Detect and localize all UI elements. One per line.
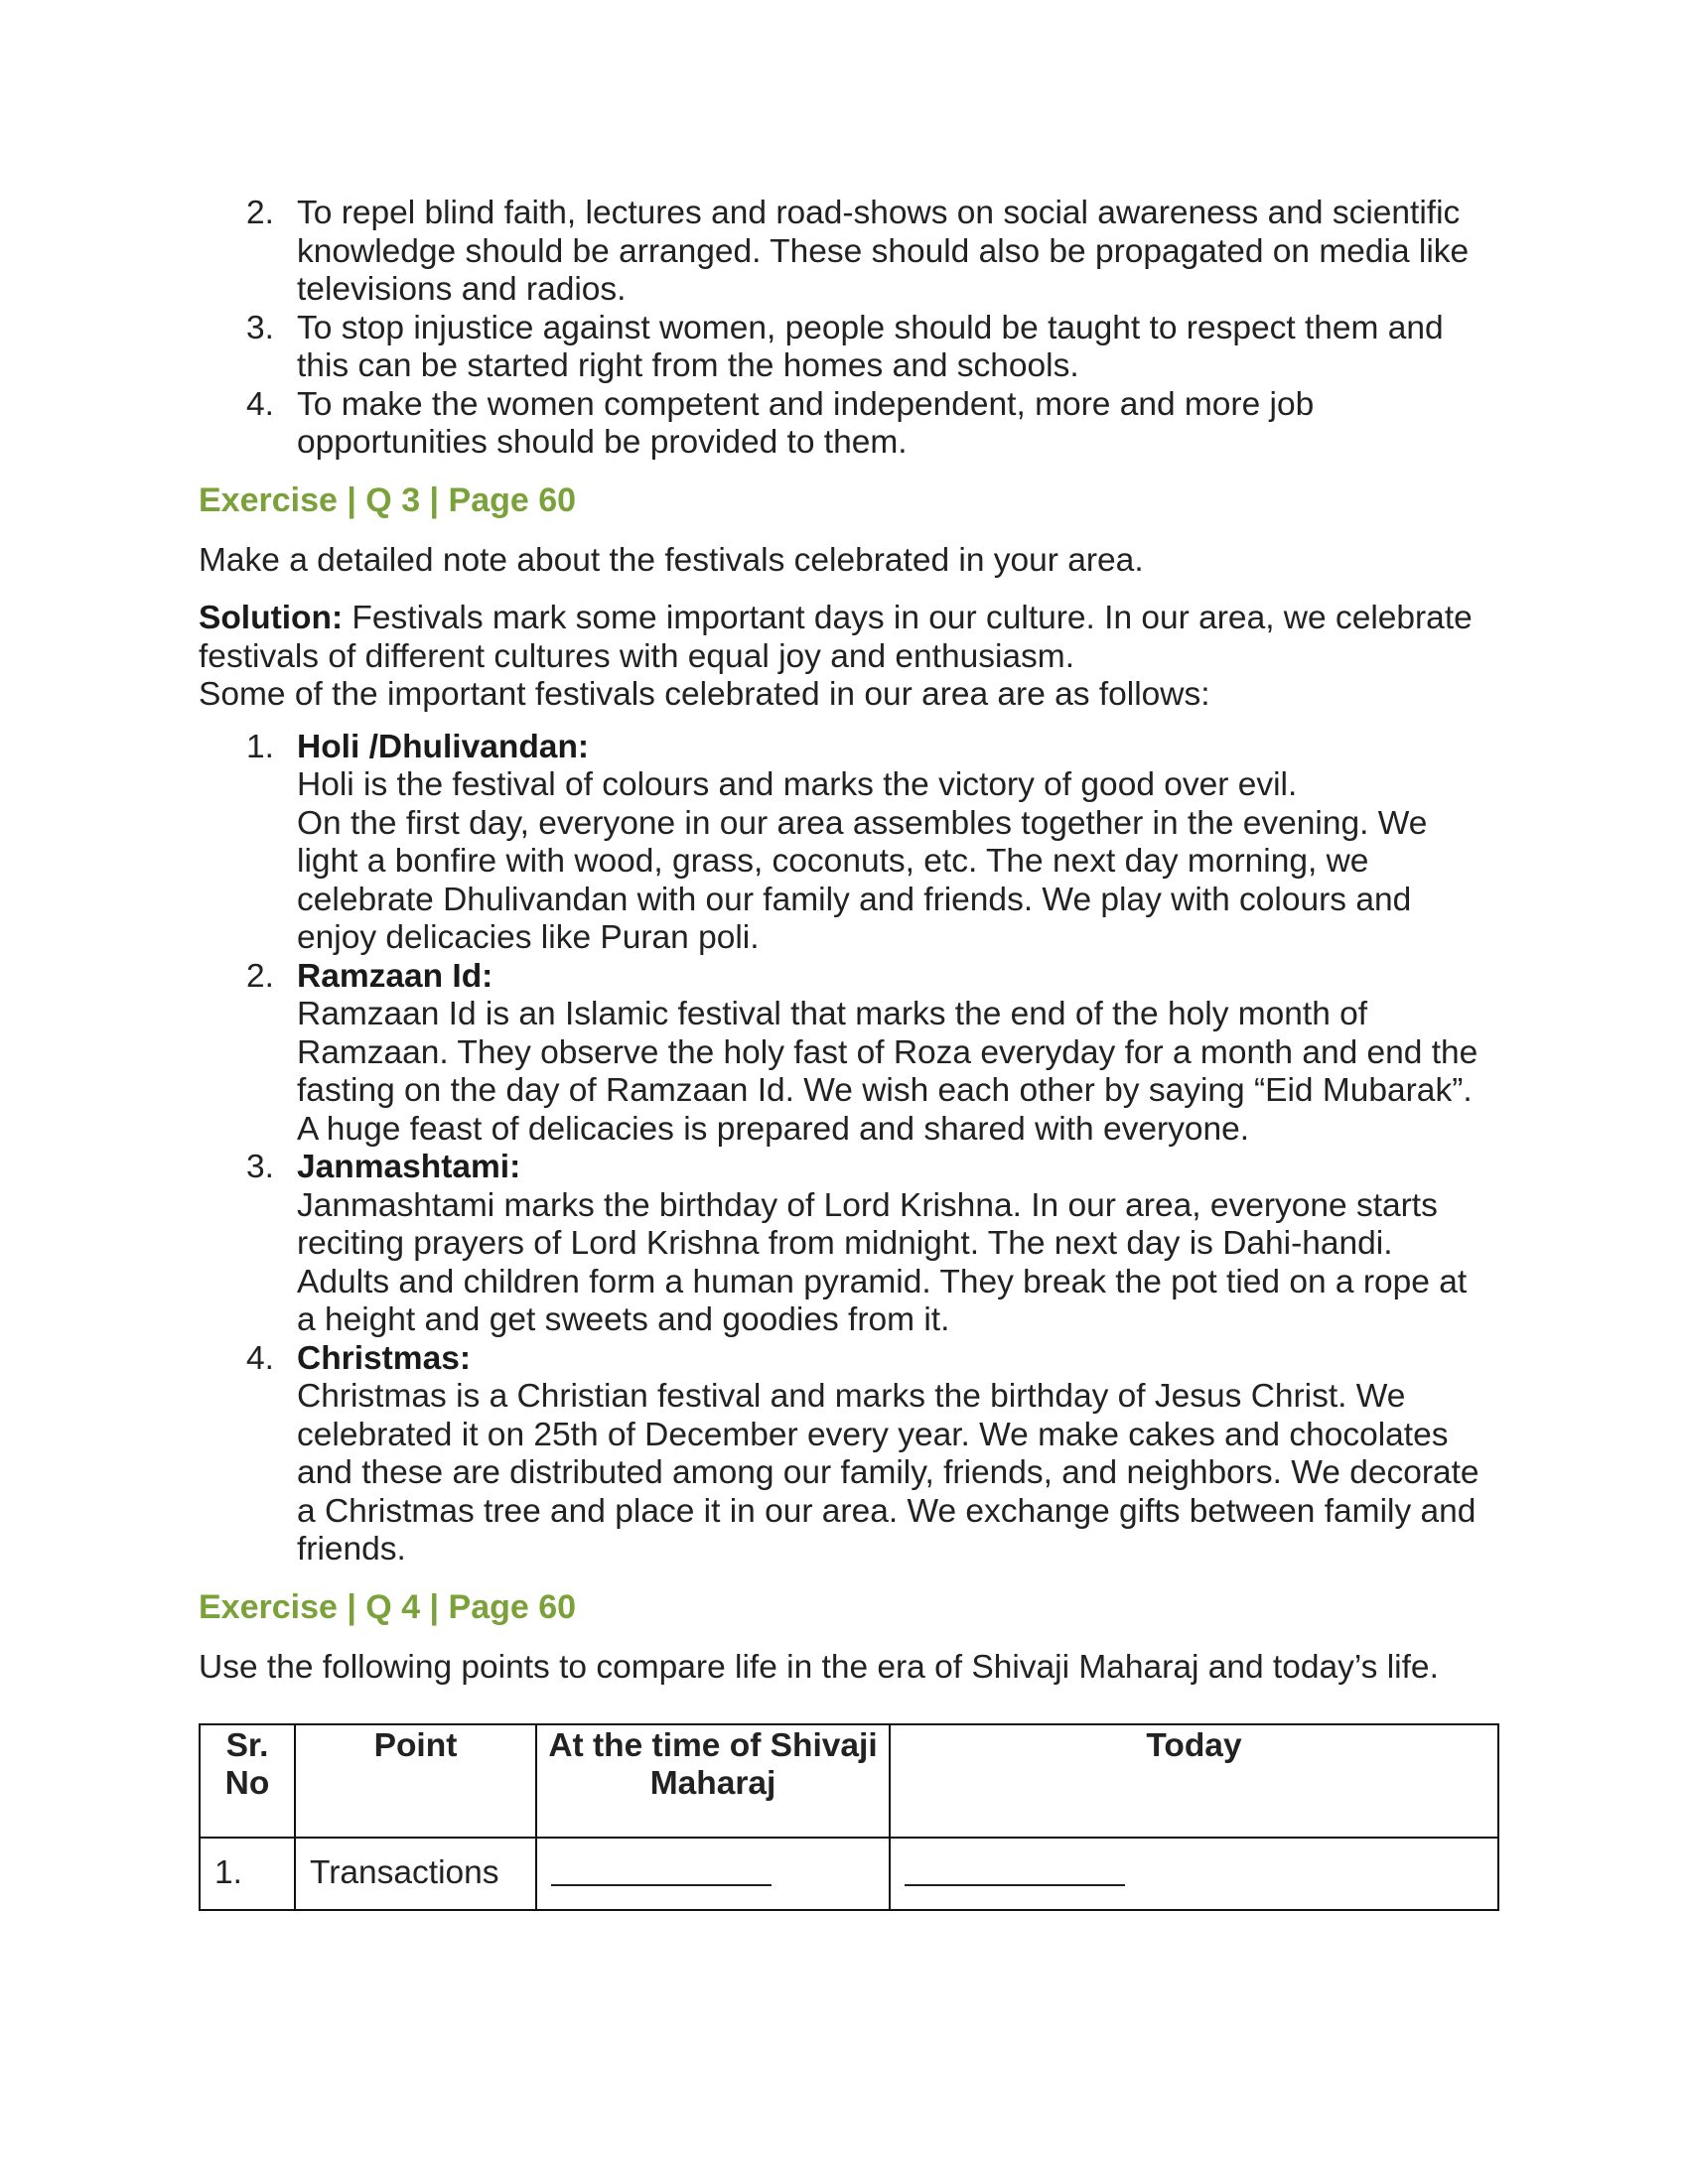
exercise-3-question: Make a detailed note about the festivals celebrated in your area.: [199, 541, 1144, 579]
list-item-line: opportunities should be provided to them.: [297, 424, 908, 461]
list-item-line: To repel blind faith, lectures and road-shows on social awareness and scientific: [297, 195, 1461, 231]
list-item: [199, 310, 1499, 386]
list-item-line: fasting on the day of Ramzaan Id. We wish each other by saying “Eid Mubarak”.: [297, 1072, 1473, 1109]
list-item: [199, 1149, 1499, 1340]
header-point: Point: [295, 1724, 536, 1838]
exercise-3-heading: Exercise | Q 3 | Page 60: [199, 480, 577, 519]
table-header-row: [200, 1724, 1498, 1838]
list-item: [199, 386, 1499, 463]
festival-title: Christmas:: [297, 1339, 471, 1377]
list-item-line: knowledge should be arranged. These should also be propagated on media like: [297, 232, 1470, 270]
list-item: [199, 729, 1499, 958]
festival-title: Janmashtami:: [297, 1149, 521, 1185]
list-item-line: friends.: [297, 1531, 406, 1568]
exercise-4-question: Use the following points to compare life in the era of Shivaji Maharaj and today’s life.: [199, 1648, 1439, 1686]
cell-today-blank: [890, 1838, 1498, 1910]
list-number: 4.: [246, 1339, 274, 1377]
list-number: 3.: [246, 309, 274, 346]
list-item-line: a Christmas tree and place it in our area. We exchange gifts between family and: [297, 1492, 1477, 1530]
exercise-3-solution: [199, 600, 1499, 715]
solution-text-line: festivals of different cultures with equal joy and enthusiasm.: [199, 637, 1075, 675]
list-item-line: Adults and children form a human pyramid. They break the pot tied on a rope at: [297, 1263, 1468, 1300]
cell-shivaji-blank: [536, 1838, 890, 1910]
list-item-line: Christmas is a Christian festival and marks the birthday of Jesus Christ. We: [297, 1378, 1406, 1415]
list-item-line: On the first day, everyone in our area assembles together in the evening. We: [297, 804, 1428, 842]
list-item-line: celebrated it on 25th of December every year. We make cakes and chocolates: [297, 1416, 1449, 1453]
cell-sr-no: 1.: [200, 1838, 295, 1910]
list-number: 2.: [246, 957, 274, 995]
header-sr-no: Sr. No: [200, 1724, 295, 1838]
list-item-line: To stop injustice against women, people should be taught to respect them and: [297, 309, 1444, 346]
document-page: [199, 195, 1499, 1687]
list-item-line: celebrate Dhulivandan with our family and friends. We play with colours and: [297, 881, 1412, 918]
list-item-line: To make the women competent and independent, more and more job: [297, 385, 1315, 423]
exercise-4-heading: Exercise | Q 4 | Page 60: [199, 1587, 577, 1626]
list-item: [199, 195, 1499, 310]
fill-in-blank: [905, 1854, 1125, 1886]
list-number: 1.: [246, 728, 274, 765]
list-item-line: Holi is the festival of colours and marks the victory of good over evil.: [297, 766, 1298, 803]
table-row: [200, 1838, 1498, 1910]
list-item-line: enjoy delicacies like Puran poli.: [297, 919, 760, 956]
list-item: [199, 958, 1499, 1150]
list-item-line: reciting prayers of Lord Krishna from midnight. The next day is Dahi-handi.: [297, 1225, 1393, 1262]
list-number: 4.: [246, 385, 274, 423]
header-shivaji: At the time of Shivaji Maharaj: [536, 1724, 890, 1838]
solution-text-line: Some of the important festivals celebrated in our area are as follows:: [199, 676, 1210, 713]
cell-point: Transactions: [295, 1838, 536, 1910]
list-item-line: and these are distributed among our family, friends, and neighbors. We decorate: [297, 1454, 1479, 1491]
solution-text-line: Festivals mark some important days in our culture. In our area, we celebrate: [343, 600, 1473, 636]
festival-list: [199, 729, 1499, 1570]
list-number: 3.: [246, 1149, 274, 1185]
list-item-line: this can be started right from the homes and schools.: [297, 347, 1079, 384]
festival-title: Ramzaan Id:: [297, 957, 493, 995]
list-item-line: Ramzaan. They observe the holy fast of Roza everyday for a month and end the: [297, 1033, 1478, 1071]
comparison-table: [199, 1723, 1499, 1911]
list-item-line: a height and get sweets and goodies from it.: [297, 1301, 950, 1338]
list-item-line: Janmashtami marks the birthday of Lord Krishna. In our area, everyone starts: [297, 1186, 1438, 1224]
points-list: [199, 195, 1499, 463]
list-number: 2.: [246, 195, 274, 231]
list-item-line: Ramzaan Id is an Islamic festival that marks the end of the holy month of: [297, 996, 1368, 1032]
list-item-line: light a bonfire with wood, grass, coconuts, etc. The next day morning, we: [297, 843, 1369, 880]
festival-title: Holi /Dhulivandan:: [297, 728, 590, 765]
fill-in-blank: [551, 1854, 772, 1886]
list-item-line: A huge feast of delicacies is prepared and shared with everyone.: [297, 1110, 1250, 1148]
list-item: [199, 1340, 1499, 1570]
header-today: Today: [890, 1724, 1498, 1838]
list-item-line: televisions and radios.: [297, 271, 627, 308]
solution-label: Solution:: [199, 600, 344, 636]
